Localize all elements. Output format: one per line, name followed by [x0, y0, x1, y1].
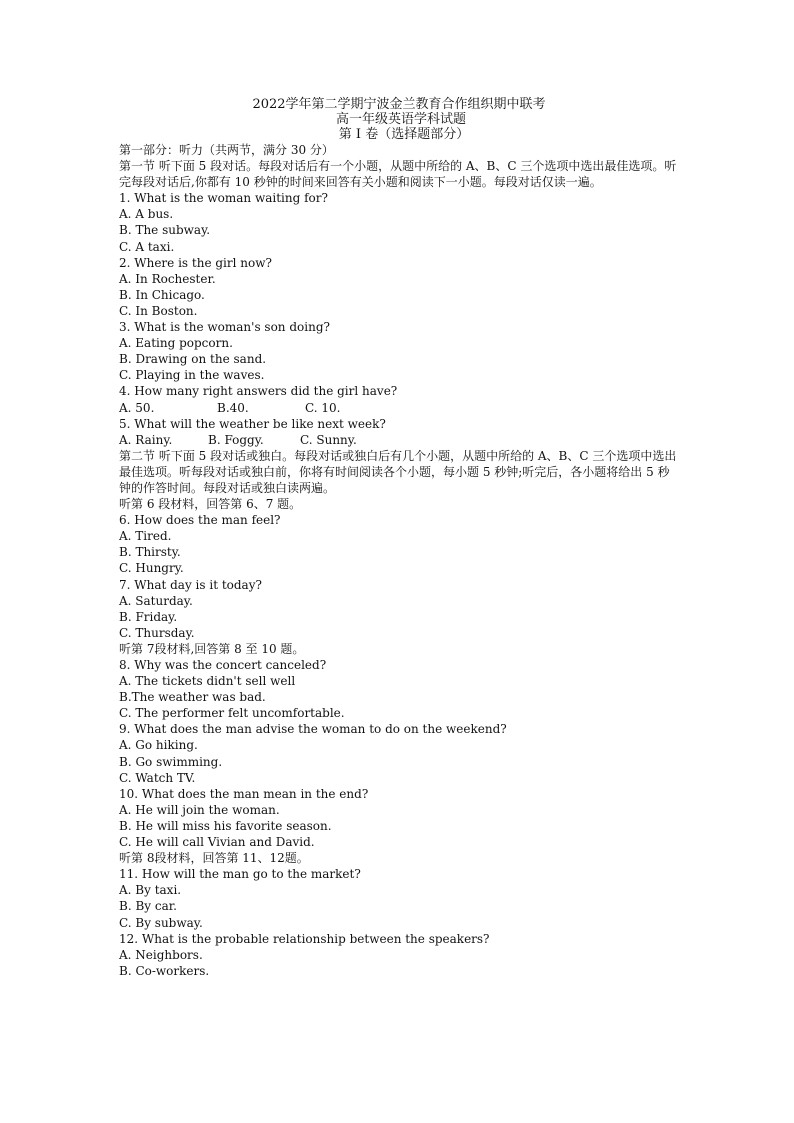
question-8: 8. Why was the concert canceled? — [119, 658, 327, 672]
q9-option-b: B. Go swimming. — [119, 754, 223, 769]
q10-option-b: B. He will miss his favorite season. — [119, 818, 332, 833]
q5-option-b: B. Foggy. — [208, 432, 264, 447]
q2-option-c: C. In Boston. — [119, 303, 198, 318]
section1-instructions: 第一节 听下面 5 段对话。每段对话后有一个小题，从题中所给的 A、B、C 三个选项中选出最佳选项。听完每段对话后,你都有 10 秒钟的时间来回答有关小题和阅读下一小题。每段对话仅读一遍。 — [119, 159, 677, 190]
q11-option-c: C. By subway. — [119, 915, 203, 930]
q8-option-a: A. The tickets didn't sell well — [119, 674, 296, 689]
q2-option-a: A. In Rochester. — [119, 271, 216, 286]
q8-option-c: C. The performer felt uncomfortable. — [119, 706, 345, 721]
q8-option-b: B.The weather was bad. — [119, 690, 266, 705]
material-7-heading: 听第 7段材料,回答第 8 至 10 题。 — [119, 641, 305, 656]
q12-option-a: A. Neighbors. — [119, 947, 203, 962]
q4-option-c: C. 10. — [305, 400, 341, 415]
q7-option-b: B. Friday. — [119, 609, 178, 624]
material-8-heading: 听第 8段材料，回答第 11、12题。 — [119, 851, 309, 866]
q5-options — [119, 432, 679, 448]
q10-option-c: C. He will call Vivian and David. — [119, 835, 315, 850]
q11-option-a: A. By taxi. — [119, 883, 182, 898]
q3-option-a: A. Eating popcorn. — [119, 336, 233, 351]
q2-option-b: B. In Chicago. — [119, 287, 205, 302]
q12-option-b: B. Co-workers. — [119, 963, 210, 978]
part1-heading: 第一部分：听力（共两节，满分 30 分） — [119, 143, 334, 157]
question-11: 11. How will the man go to the market? — [119, 867, 361, 882]
q11-option-b: B. By car. — [119, 899, 177, 914]
question-10: 10. What does the man mean in the end? — [119, 786, 369, 801]
question-5: 5. What will the weather be like next week? — [119, 416, 386, 431]
q1-option-c: C. A taxi. — [119, 239, 175, 254]
q6-option-b: B. Thirsty. — [119, 545, 181, 560]
q7-option-a: A. Saturday. — [119, 593, 193, 608]
q4-options — [119, 400, 679, 416]
question-2: 2. Where is the girl now? — [119, 255, 272, 270]
q3-option-c: C. Playing in the waves. — [119, 368, 265, 383]
volume-heading: 第 I 卷（选择题部分） — [338, 127, 470, 142]
q1-option-b: B. The subway. — [119, 223, 211, 238]
exam-subtitle: 高一年级英语学科试题 — [335, 112, 466, 127]
question-3: 3. What is the woman's son doing? — [119, 320, 330, 335]
question-12: 12. What is the probable relationship between the speakers? — [119, 931, 490, 946]
q6-option-a: A. Tired. — [119, 529, 172, 544]
question-1: 1. What is the woman waiting for? — [119, 191, 328, 206]
q9-option-c: C. Watch TV. — [119, 770, 196, 785]
q1-option-a: A. A bus. — [119, 207, 174, 222]
question-9: 9. What does the man advise the woman to do on the weekend? — [119, 722, 507, 737]
q5-option-c: C. Sunny. — [300, 432, 357, 447]
q6-option-c: C. Hungry. — [119, 561, 184, 576]
question-7: 7. What day is it today? — [119, 577, 262, 592]
q10-option-a: A. He will join the woman. — [119, 802, 280, 817]
material-6-heading: 听第 6 段材料，回答第 6、7 题。 — [119, 497, 302, 512]
q7-option-c: C. Thursday. — [119, 625, 195, 640]
q9-option-a: A. Go hiking. — [119, 738, 198, 753]
q3-option-b: B. Drawing on the sand. — [119, 352, 267, 367]
exam-page — [119, 97, 679, 979]
q4-option-b: B.40. — [217, 400, 249, 415]
question-6: 6. How does the man feel? — [119, 513, 281, 528]
q4-option-a: A. 50. — [119, 400, 155, 415]
question-4: 4. How many right answers did the girl have? — [119, 384, 398, 399]
q5-option-a: A. Rainy. — [119, 432, 173, 447]
exam-title: 2022学年第二学期宁波金兰教育合作组织期中联考 — [252, 97, 546, 112]
section2-instructions: 第二节 听下面 5 段对话或独白。每段对话或独白后有几个小题，从题中所给的 A、B、C 三个选项中选出最佳选项。听每段对话或独白前，你将有时间阅读各个小题，每小题 5 秒钟;听完后，各小题将给出 5 秒钟的作答时间。每段对话或独白读两遍。 — [119, 448, 677, 495]
